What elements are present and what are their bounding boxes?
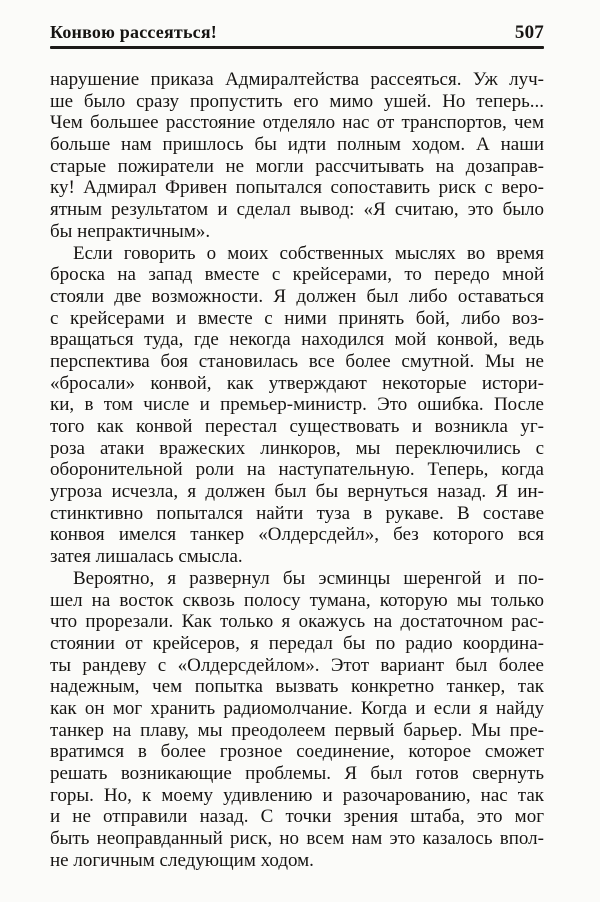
text-line: Если говорить о моих собственных мыслях во время <box>73 242 544 264</box>
text-line: что прорезали. Как только я окажусь на достаточном рас- <box>50 611 544 633</box>
text-line: решать возникающие проблемы. Я был готов свернуть <box>50 763 544 784</box>
text-line: ки, в том числе и премьер-министр. Это ошибка. После <box>50 394 544 416</box>
text-line: стояли две возможности. Я должен был либо оставаться <box>50 285 544 307</box>
text-line: и не отправили назад. С точки зрения штаба, это мог <box>50 806 544 828</box>
text-line: «бросали» конвой, как утверждают некоторые истори- <box>50 372 544 394</box>
text-line: не логичным следующим ходом. <box>50 849 314 871</box>
text-line: ты рандеву с «Олдерсдейлом». Этот вариант был более <box>50 654 544 676</box>
text-line: конвоя имелся танкер «Олдерсдейл», без которого вся <box>50 524 544 546</box>
text-line: Вероятно, я развернул бы эсминцы шеренгой и по- <box>73 567 544 589</box>
text-line: надежным, чем попытка вызвать конкретно танкер, так <box>50 676 544 698</box>
text-line: ку! Адмирал Фривен попытался сопоставить риск с веро- <box>50 177 544 199</box>
header-rule <box>50 46 544 49</box>
text-line: перспектива боя становилась все более смутной. Мы не <box>50 350 544 372</box>
text-line: танкер на плаву, мы преодолеем первый барьер. Мы пре- <box>50 719 544 741</box>
text-line: того как конвой перестал существовать и возникла уг- <box>50 416 544 437</box>
text-line: быть неоправданный риск, но всем нам это казалось впол- <box>50 828 544 850</box>
text-line: стинктивно попытался найти туза в рукаве. В составе <box>50 502 544 524</box>
text-line: угроза исчезла, я должен был бы вернуться назад. Я ин- <box>50 481 544 503</box>
text-line: ятным результатом и сделал вывод: «Я считаю, это было <box>50 199 544 221</box>
body-text <box>50 69 544 871</box>
text-line: с крейсерами и вместе с ними принять бой, либо воз- <box>50 307 544 329</box>
text-line: старые пожиратели не могли рассчитывать на дозаправ- <box>50 155 544 177</box>
text-line: горы. Но, к моему удивлению и разочарованию, нас так <box>50 784 544 806</box>
text-line: ше было сразу пропустить его мимо ушей. Но теперь... <box>50 90 544 112</box>
text-line: Чем большее расстояние отделяло нас от транспортов, чем <box>50 112 544 134</box>
text-line: броска на запад вместе с крейсерами, то передо мной <box>50 264 544 286</box>
text-line: шел на восток сквозь полосу тумана, которую мы только <box>50 589 544 611</box>
text-line: стоянии от крейсеров, я передал бы по радио координа- <box>50 632 544 654</box>
text-line: нарушение приказа Адмиралтейства рассеяться. Уж луч- <box>50 69 544 90</box>
page-number: 507 <box>514 22 544 43</box>
text-line: вращаться туда, где некогда находился мой конвой, ведь <box>50 329 544 351</box>
text-line: вратимся в более грозное соединение, которое сможет <box>50 741 544 763</box>
text-line: бы непрактичным». <box>50 220 211 242</box>
text-line: затея лишалась смысла. <box>50 546 243 568</box>
running-header <box>50 22 544 43</box>
chapter-title: Конвою рассеяться! <box>50 22 217 42</box>
text-line: роза атаки вражеских линкоров, мы переключились с <box>50 437 544 459</box>
text-line: больше нам пришлось бы идти полным ходом. А наши <box>50 134 544 156</box>
text-line: оборонительной роли на наступательную. Теперь, когда <box>50 459 544 481</box>
text-line: как он мог хранить радиомолчание. Когда и если я найду <box>50 697 544 719</box>
